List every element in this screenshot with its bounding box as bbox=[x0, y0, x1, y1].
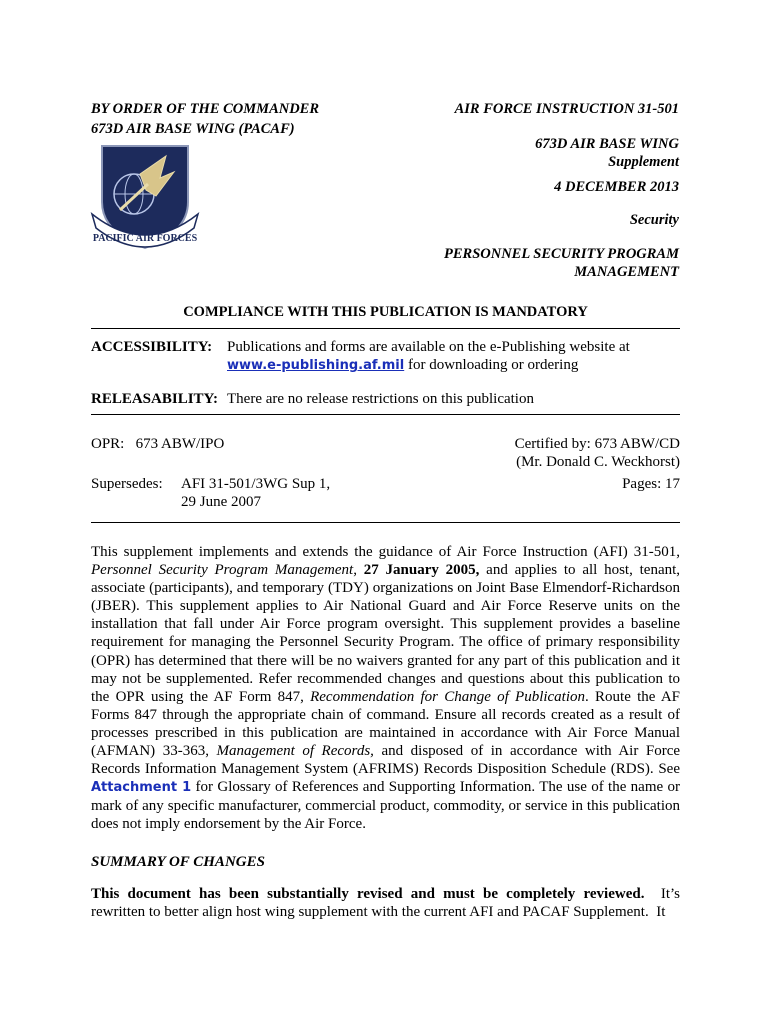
form-title: Recommendation for Change of Publication bbox=[310, 688, 586, 705]
pacaf-emblem-icon bbox=[90, 144, 200, 252]
divider bbox=[91, 522, 680, 523]
certifier-name: (Mr. Donald C. Weckhorst) bbox=[516, 454, 680, 470]
paragraph-text: This supplement implements and extends the guidance of Air Force Instruction (AFI) 31-501, bbox=[91, 544, 680, 560]
summary-paragraph bbox=[91, 885, 684, 921]
summary-heading: SUMMARY OF CHANGES bbox=[91, 854, 265, 870]
title-line-1: PERSONNEL SECURITY PROGRAM bbox=[444, 246, 679, 262]
supersedes-label: Supersedes: bbox=[91, 476, 163, 492]
supersedes-value-2: 29 June 2007 bbox=[181, 494, 261, 510]
paragraph-text: and disposed of in accordance with Air Force Records Information Management System (AFRIMS) Records Disposition Schedule (RDS). See bbox=[91, 743, 681, 778]
attachment-1-link[interactable]: Attachment 1 bbox=[91, 780, 192, 796]
intro-paragraph bbox=[91, 543, 680, 834]
wing-line: 673D AIR BASE WING bbox=[535, 136, 679, 152]
instruction-number: AIR FORCE INSTRUCTION 31-501 bbox=[454, 101, 679, 117]
emblem-text: PACIFIC AIR FORCES bbox=[92, 233, 198, 244]
accessibility-text-1: Publications and forms are available on the e-Publishing website at bbox=[227, 339, 630, 355]
paragraph-text: for Glossary of References and Supporting Information. The use of the name or mark of any specific manufacturer, commercial product, commodity, or service in this publication does not imply endorsement by the Air Force. bbox=[91, 779, 680, 833]
date-line: 4 DECEMBER 2013 bbox=[554, 179, 679, 195]
summary-text: It’s rewritten to better align host wing supplement with the current AFI and PACAF Supplement. It bbox=[91, 886, 684, 921]
paragraph-text: , bbox=[353, 562, 364, 579]
afman-title: Management of Records, bbox=[216, 743, 374, 760]
supplement-line: Supplement bbox=[608, 154, 679, 170]
accessibility-text-2: for downloading or ordering bbox=[404, 357, 579, 373]
divider bbox=[91, 414, 680, 415]
category-line: Security bbox=[629, 212, 679, 228]
epublishing-link[interactable]: www.e-publishing.af.mil bbox=[227, 358, 405, 373]
summary-bold-text: This document has been substantially revised and must be completely reviewed. bbox=[91, 886, 645, 902]
releasability-label: RELEASABILITY: bbox=[91, 391, 218, 407]
opr-line: OPR: 673 ABW/IPO bbox=[91, 436, 225, 452]
afi-title: Personnel Security Program Management bbox=[91, 562, 354, 579]
supersedes-value-1: AFI 31-501/3WG Sup 1, bbox=[181, 476, 331, 492]
divider bbox=[91, 328, 680, 329]
accessibility-label: ACCESSIBILITY: bbox=[91, 339, 213, 355]
afi-date: 27 January 2005, bbox=[363, 562, 480, 579]
compliance-statement: COMPLIANCE WITH THIS PUBLICATION IS MANDATORY bbox=[183, 304, 588, 320]
certified-by: Certified by: 673 ABW/CD bbox=[514, 436, 680, 452]
paragraph-text: . Route the AF Forms 847 through the appropriate chain of command. Ensure all records created as a result of processes prescribed in this publication are maintained in accordance with Air Force Manual (AFMAN) 33-363, bbox=[91, 688, 680, 760]
releasability-text: There are no release restrictions on this publication bbox=[227, 391, 534, 407]
by-order-line: BY ORDER OF THE COMMANDER bbox=[91, 101, 320, 117]
title-line-2: MANAGEMENT bbox=[574, 264, 679, 280]
wing-pacaf-line: 673D AIR BASE WING (PACAF) bbox=[91, 121, 295, 137]
paragraph-text: and applies to all host, tenant, associate (participants), and temporary (TDY) organizations on Joint Base Elmendorf-Richardson (JBER). This supplement applies to Air National Guard and Air Force Reserve units on the installation that fall under Air Force program oversight. This supplement provides a baseline requirement for managing the Personnel Security Program. The office of primary responsibility (OPR) has determined that there will be no waivers granted for any part of this publication and it may not be supplemented. Refer recommended changes and questions about this publication to the OPR using the AF Form 847, bbox=[91, 562, 681, 705]
accessibility-text bbox=[227, 338, 687, 375]
page-count: Pages: 17 bbox=[622, 476, 680, 492]
